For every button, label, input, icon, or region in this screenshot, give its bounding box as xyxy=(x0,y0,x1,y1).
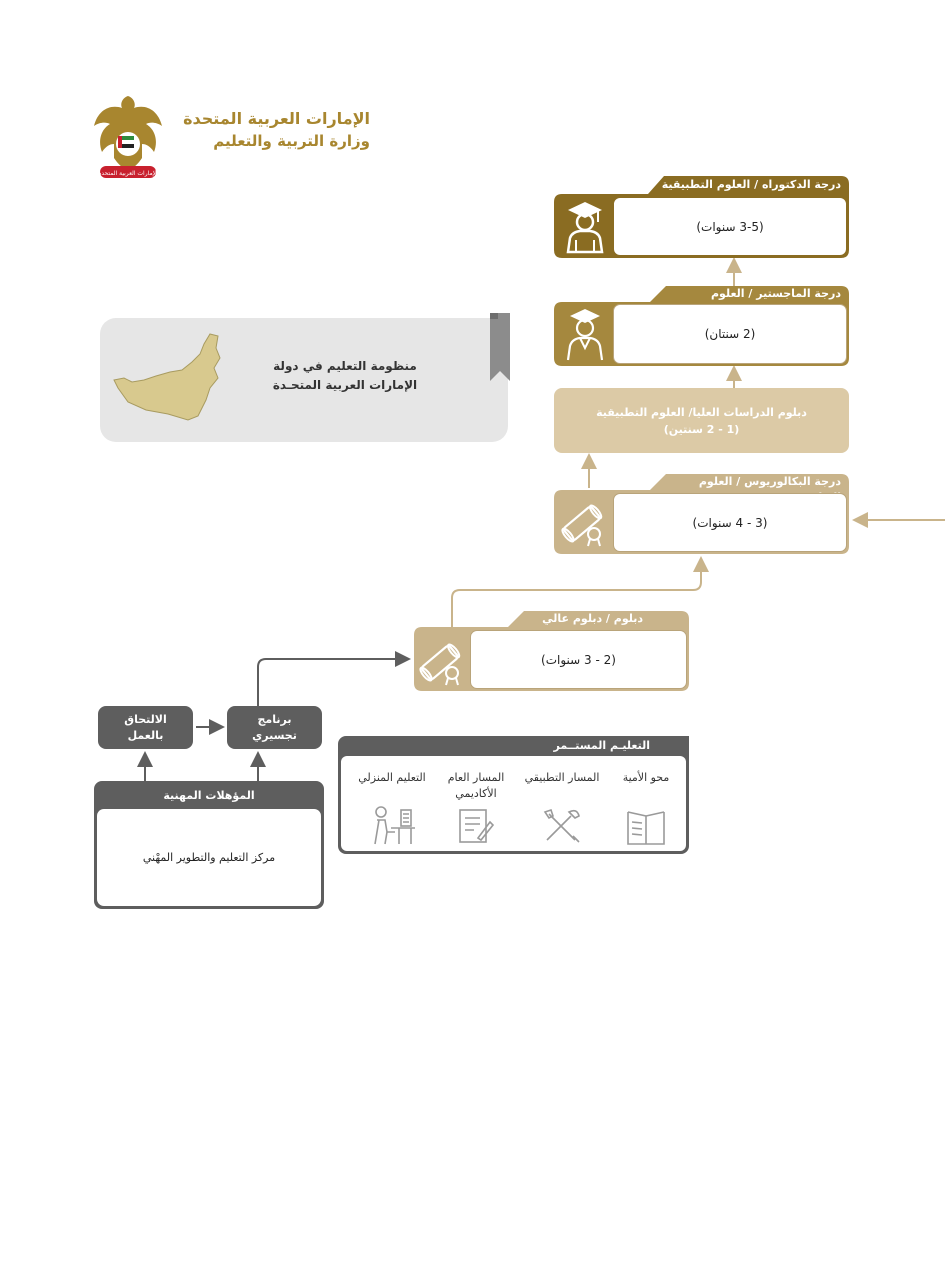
emblem-caption: الإمارات العربية المتحدة xyxy=(98,170,158,177)
ministry-title: وزارة التربية والتعليم xyxy=(213,132,370,150)
literacy-label: محو الأمية xyxy=(622,771,670,784)
country-name: الإمارات العربية المتحدة xyxy=(183,109,370,128)
diploma-duration: (2 - 3 سنوات) xyxy=(470,630,687,689)
pg-diploma-duration: (1 - 2 سنتين) xyxy=(663,422,740,436)
notepad-icon xyxy=(456,806,496,846)
home-schooling-label: التعليم المنزلي xyxy=(358,771,426,784)
masters-duration: (2 سنتان) xyxy=(613,304,847,364)
doctorate-label: درجة الدكتوراه / العلوم التطبيقية xyxy=(661,178,841,191)
bridging-line1: برنامج xyxy=(257,712,292,726)
bachelor-card xyxy=(554,474,849,554)
doctorate-duration: (3-5 سنوات) xyxy=(613,197,847,256)
pg-diploma-label: دبلوم الدراسات العليا/ العلوم التطبيقية xyxy=(596,405,807,419)
vocational-center: مركز التعليم والتطوير المهْني xyxy=(97,809,321,906)
uae-map-icon xyxy=(110,332,225,424)
tools-icon xyxy=(541,806,583,846)
bridging-line2: تجسيري xyxy=(252,728,297,742)
uae-emblem-logo xyxy=(92,92,164,184)
bridging-program-box xyxy=(227,706,322,749)
doctorate-card xyxy=(554,176,849,258)
employment-line2: بالعمل xyxy=(127,728,164,742)
employment-box xyxy=(98,706,193,749)
ministry-name xyxy=(170,108,370,152)
info-title-line2: الإمارات العربية المتحـدة xyxy=(272,378,418,392)
bachelor-duration: (3 - 4 سنوات) xyxy=(613,493,847,552)
masters-label: درجة الماجستير / العلوم xyxy=(711,287,841,300)
info-title xyxy=(255,357,435,395)
academic-track-label: المسار العام الأكاديمي xyxy=(447,771,505,800)
continuing-label: التعليـم المستــمر xyxy=(553,739,650,752)
info-title-line1: منظومة التعليم في دولة xyxy=(273,359,417,373)
doctor-graduate-icon xyxy=(562,198,608,254)
applied-track-label: المسار التطبيقي xyxy=(524,771,600,784)
employment-line1: الالتحاق xyxy=(124,712,167,726)
pg-diploma-box xyxy=(554,388,849,453)
diploma-scroll-icon xyxy=(558,498,610,548)
home-study-icon xyxy=(369,804,417,846)
diploma-scroll-icon xyxy=(416,637,468,687)
vocational-label: المؤهلات المهنية xyxy=(163,789,255,802)
diploma-card xyxy=(414,611,689,691)
arrow-bridging-diploma xyxy=(258,659,407,706)
masters-card xyxy=(554,286,849,366)
bachelor-label: درجة البكالوريوس / العلوم xyxy=(698,475,841,488)
diploma-label: دبلوم / دبلوم عالي xyxy=(542,612,643,625)
bookmark-ribbon-icon xyxy=(486,313,512,383)
graduate-icon xyxy=(562,306,608,362)
book-icon xyxy=(624,806,668,846)
